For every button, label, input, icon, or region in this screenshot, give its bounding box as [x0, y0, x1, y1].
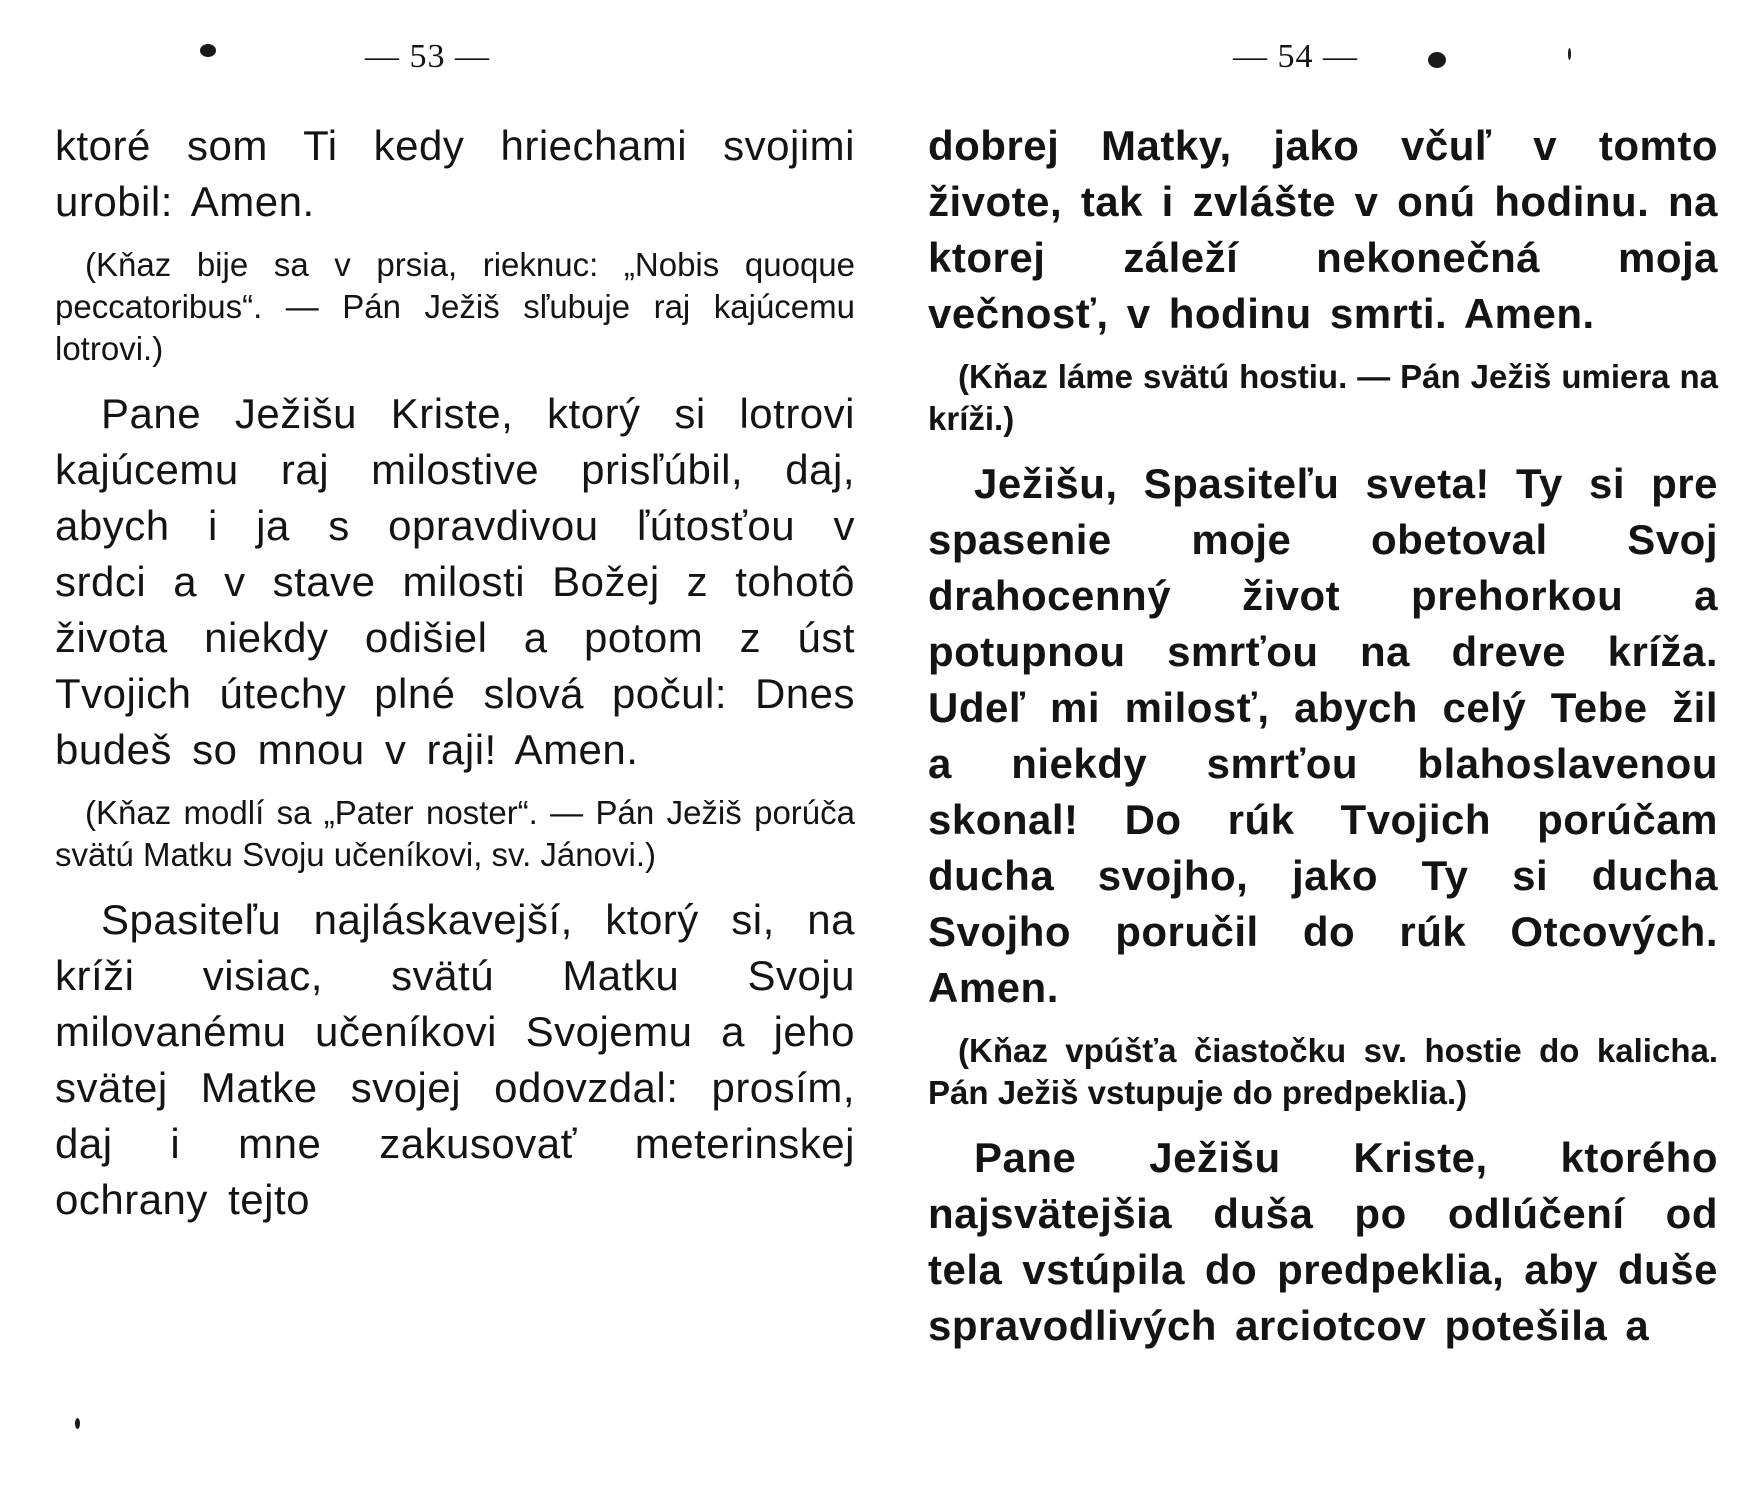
- ink-speck: [200, 44, 216, 57]
- right-rubric-1: (Kňaz láme svätú hostiu. — Pán Ježiš umiera na kríži.): [928, 358, 1718, 437]
- right-rubric-2: (Kňaz vpúšťa čiastočku sv. hostie do kalicha. Pán Ježiš vstupuje do predpeklia.): [928, 1032, 1718, 1111]
- left-rubric-1: (Kňaz bije sa v prsia, rieknuc: „Nobis quoque peccatoribus“. — Pán Ježiš sľubuje raj kajúcemu lotrovi.): [55, 246, 855, 367]
- page-number-left: — 53 —: [365, 38, 490, 75]
- left-page: [55, 0, 855, 1500]
- left-paragraph-1: ktoré som Ti kedy hriechami svojimi urobil: Amen.: [55, 122, 855, 225]
- right-page: [928, 0, 1718, 1500]
- right-paragraph-2: Ježišu, Spasiteľu sveta! Ty si pre spasenie moje obetoval Svoj drahocenný život prehorkou a potupnou smrťou na dreve kríža. Udeľ mi milosť, abych celý Tebe žil a niekdy smrťou blahoslavenou skonal! Do rúk Tvojich porúčam ducha svojho, jako Ty si ducha Svojho poručil do rúk Otcových. Amen.: [928, 460, 1718, 1011]
- ink-speck: [1568, 48, 1571, 60]
- left-paragraph-3: Spasiteľu najláskavejší, ktorý si, na kríži visiac, svätú Matku Svoju milovanému učeníkovi Svojemu a jeho svätej Matke svojej odovzdal: prosím, daj i mne zakusovať meterinskej ochrany tejto: [55, 896, 855, 1223]
- right-paragraph-3: Pane Ježišu Kriste, ktorého najsvätejšia duša po odlúčení od tela vstúpila do predpeklia, aby duše spravodlivých arciotcov potešila a: [928, 1134, 1718, 1349]
- ink-speck: [1428, 52, 1446, 68]
- right-page-text: [928, 118, 1718, 1354]
- left-rubric-2: (Kňaz modlí sa „Pater noster“. — Pán Ježiš porúča svätú Matku Svoju učeníkovi, sv. Jánovi.): [55, 794, 855, 873]
- left-paragraph-2: Pane Ježišu Kriste, ktorý si lotrovi kajúcemu raj milostive prisľúbil, daj, abych i ja s opravdivou ľútosťou v srdci a v stave milosti Božej z tohotô života niekdy odišiel a potom z úst Tvojich útechy plné slová počul: Dnes budeš so mnou v raji! Amen.: [55, 390, 855, 773]
- ink-speck: [75, 1418, 80, 1429]
- right-paragraph-1: dobrej Matky, jako včuľ v tomto živote, tak i zvlášte v onú hodinu. na ktorej záleží nekonečná moja večnosť, v hodinu smrti. Amen.: [928, 122, 1718, 337]
- page-number-right: — 54 —: [1233, 38, 1358, 75]
- left-page-text: [55, 118, 855, 1228]
